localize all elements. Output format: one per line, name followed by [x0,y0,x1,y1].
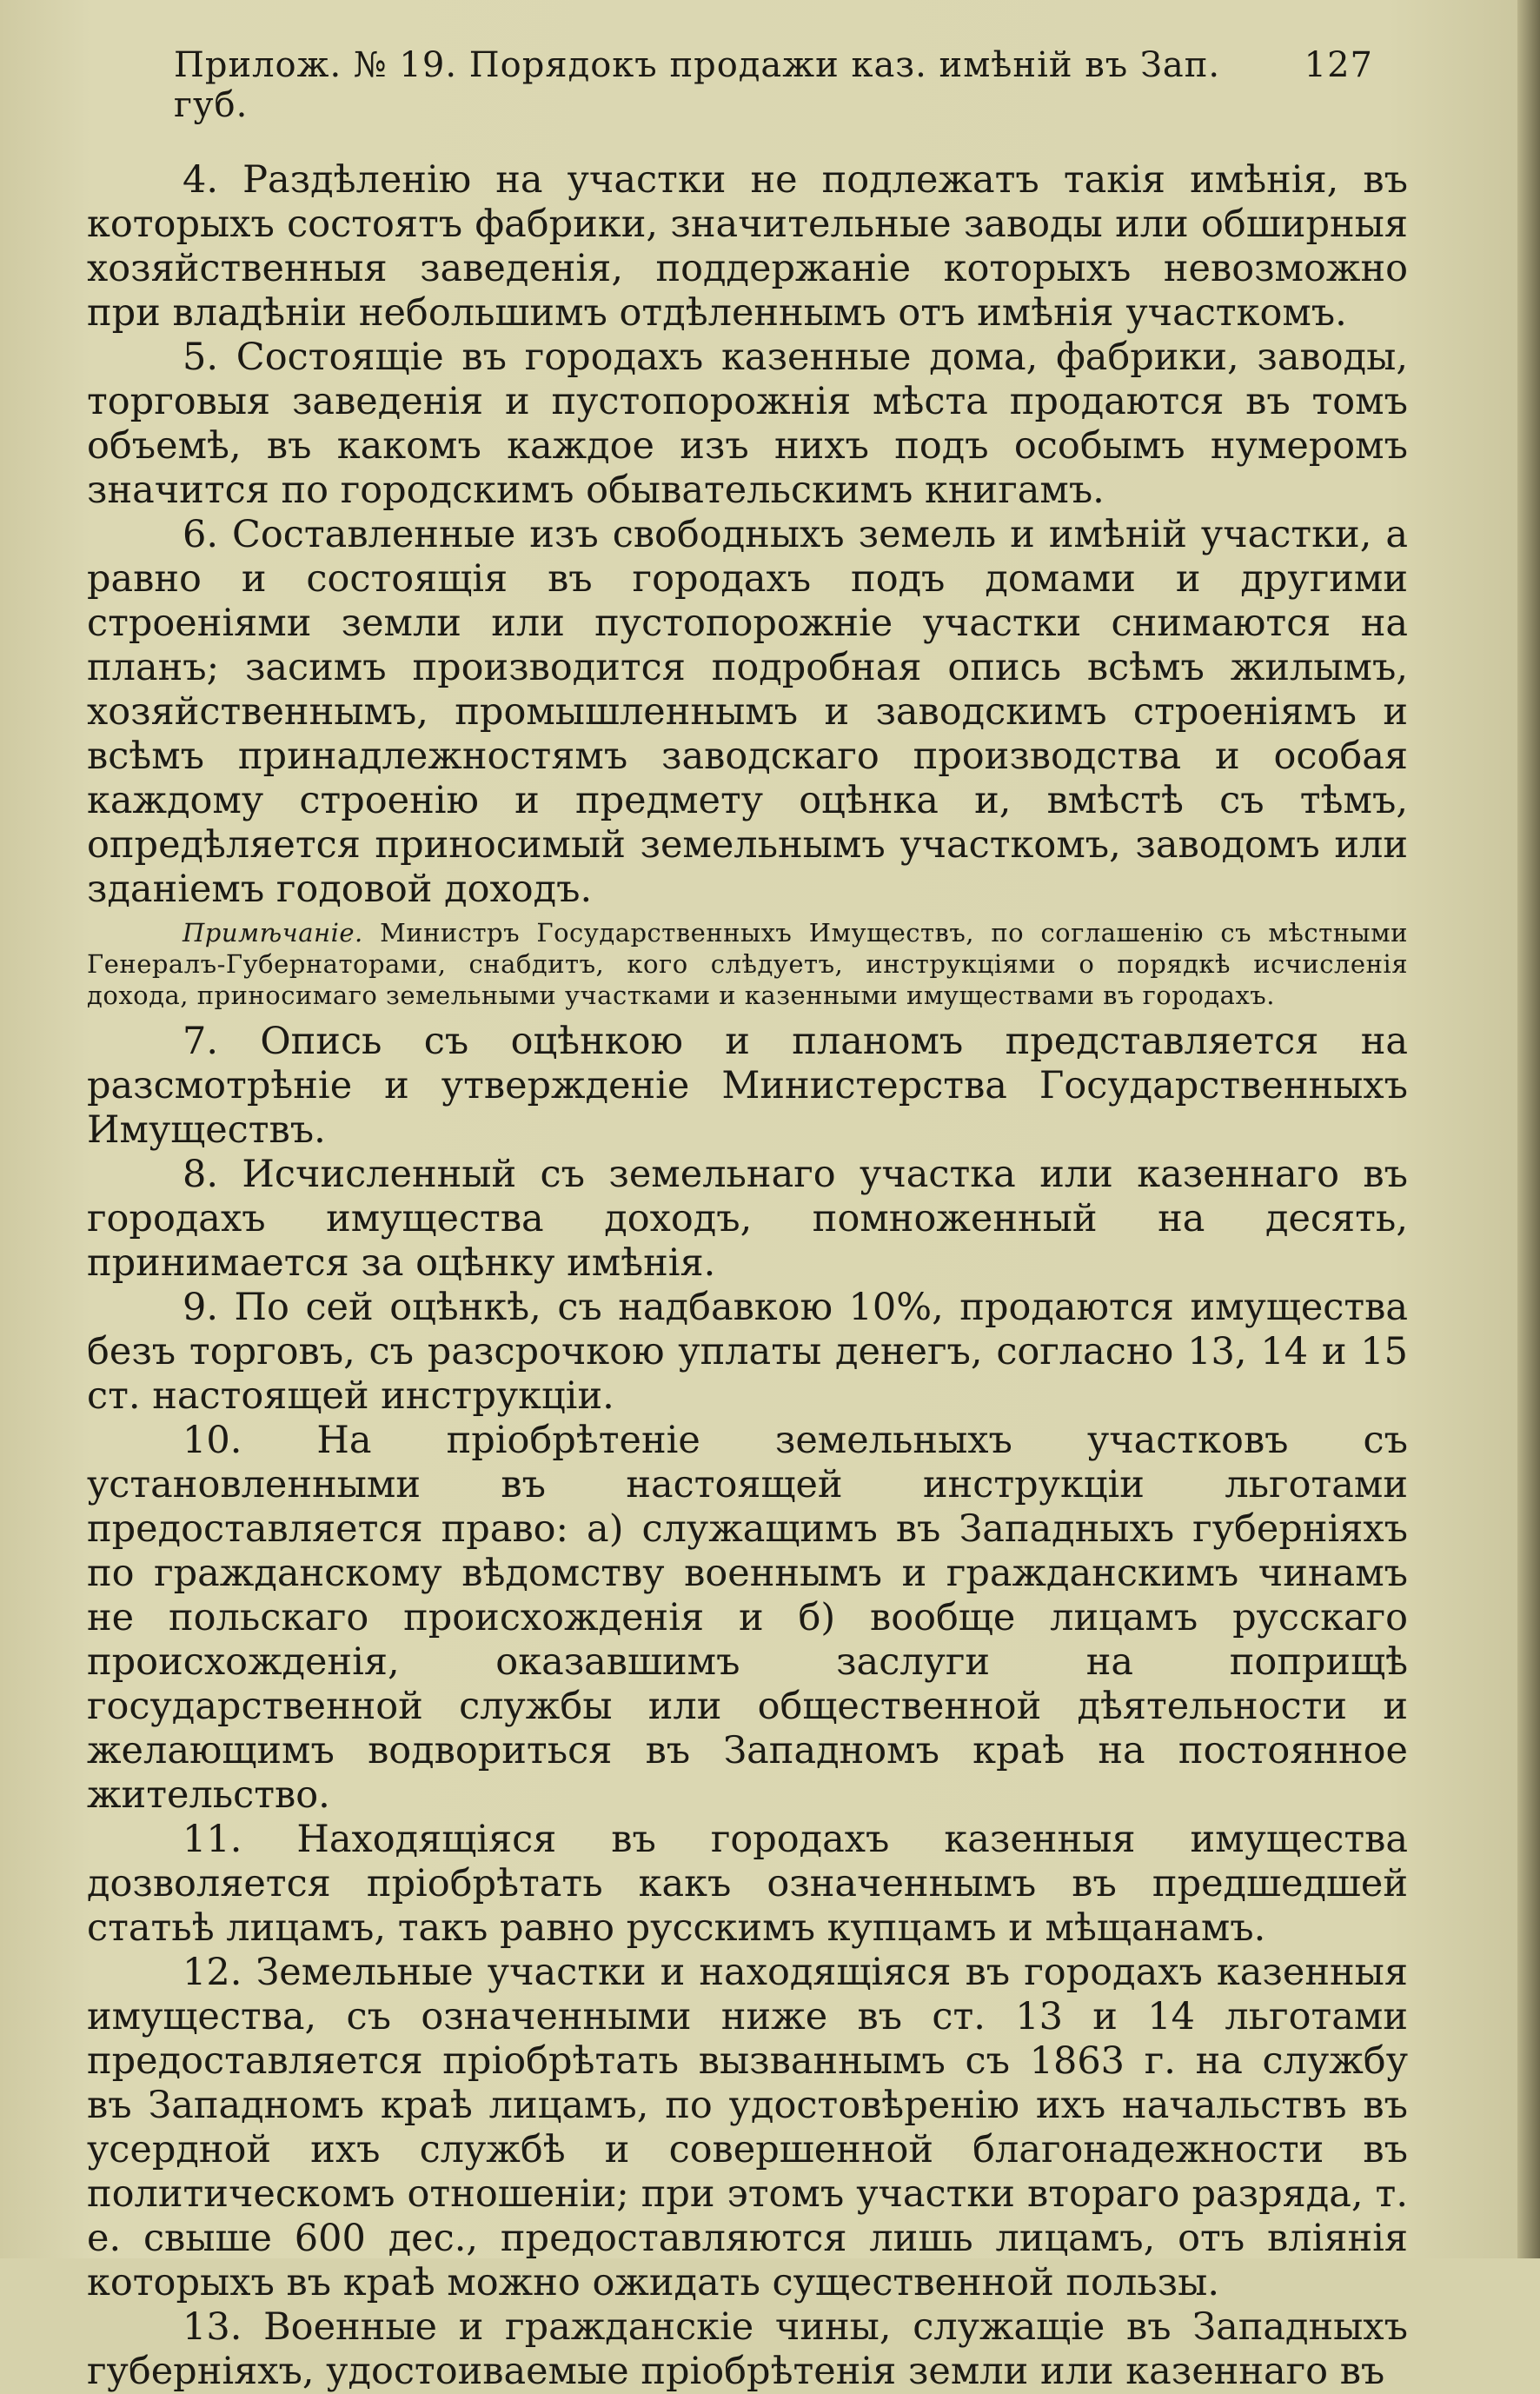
article-9: 9. По сей оцѣнкѣ, съ надбавкою 10%, продаются имущества безъ торговъ, съ разсрочкою уплаты денегъ, согласно 13, 14 и 15 ст. настоящей инструкціи. [87,1286,1408,1418]
article-12: 12. Земельные участки и находящіяся въ городахъ казенныя имущества, съ означенными ниже въ ст. 13 и 14 льготами предоставляется пріобрѣтать вызваннымъ съ 1863 г. на службу въ Западномъ краѣ лицамъ, по удостовѣренію ихъ начальствъ въ усердной ихъ службѣ и совершенной благонадежности въ политическомъ отношеніи; при этомъ участки втораго разряда, т. е. свыше 600 дес., предоставляются лишь лицамъ, отъ вліянія которыхъ въ краѣ можно ожидать существенной пользы. [87,1951,1408,2304]
page-body [87,158,1408,2394]
page-edge-shadow [1517,0,1540,2258]
note-lead: Примѣчаніе. [183,918,363,948]
article-8: 8. Исчисленный съ земельнаго участка или казеннаго въ городахъ имущества доходъ, помноженный на десять, принимается за оцѣнку имѣнія. [87,1153,1408,1285]
article-10: 10. На пріобрѣтеніе земельныхъ участковъ съ установленными въ настоящей инструкціи льготами предоставляется право: а) служащимъ въ Западныхъ губерніяхъ по гражданскому вѣдомству военнымъ и гражданскимъ чинамъ не польскаго происхожденія и б) вообще лицамъ русскаго происхожденія, оказавшимъ заслуги на поприщѣ государственной службы или общественной дѣятельности и желающимъ водвориться въ Западномъ краѣ на постоянное жительство. [87,1419,1408,1817]
running-title: Прилож. № 19. Порядокъ продажи каз. имѣній въ Зап. губ. [174,45,1221,125]
page-number: 127 [1304,45,1373,85]
article-5: 5. Состоящіе въ городахъ казенные дома, фабрики, заводы, торговыя заведенія и пустопорожнія мѣста продаются въ томъ объемѣ, въ какомъ каждое изъ нихъ подъ особымъ нумеромъ значится по городскимъ обывательскимъ книгамъ. [87,336,1408,512]
article-13: 13. Военные и гражданскіе чины, служащіе въ Западныхъ губерніяхъ, удостоиваемые пріобрѣтенія земли или казеннаго въ [87,2305,1408,2393]
running-header [174,45,1373,125]
article-7: 7. Опись съ оцѣнкою и планомъ представляется на разсмотрѣніе и утвержденіе Министерства Государственныхъ Имуществъ. [87,1020,1408,1152]
article-11: 11. Находящіяся въ городахъ казенныя имущества дозволяется пріобрѣтать какъ означеннымъ въ предшедшей статьѣ лицамъ, такъ равно русскимъ купцамъ и мѣщанамъ. [87,1818,1408,1950]
article-4: 4. Раздѣленію на участки не подлежатъ такія имѣнія, въ которыхъ состоятъ фабрики, значительные заводы или обширныя хозяйственныя заведенія, поддержаніе которыхъ невозможно при владѣніи небольшимъ отдѣленнымъ отъ имѣнія участкомъ. [87,158,1408,335]
footnote-remark [87,917,1408,1011]
note-text: Министръ Государственныхъ Имуществъ, по соглашенію съ мѣстными Генералъ-Губернаторами, снабдитъ, кого слѣдуетъ, инструкціями о порядкѣ исчисленія дохода, приносимаго земельными участками и казенными имуществами въ городахъ. [87,918,1408,1010]
article-6: 6. Составленные изъ свободныхъ земель и имѣній участки, а равно и состоящія въ городахъ подъ домами и другими строеніями земли или пустопорожніе участки снимаются на планъ; засимъ производится подробная опись всѣмъ жилымъ, хозяйственнымъ, промышленнымъ и заводскимъ строеніямъ и всѣмъ принадлежностямъ заводскаго производства и особая каждому строенію и предмету оцѣнка и, вмѣстѣ съ тѣмъ, опредѣляется приносимый земельнымъ участкомъ, заводомъ или зданіемъ годовой доходъ. [87,513,1408,911]
